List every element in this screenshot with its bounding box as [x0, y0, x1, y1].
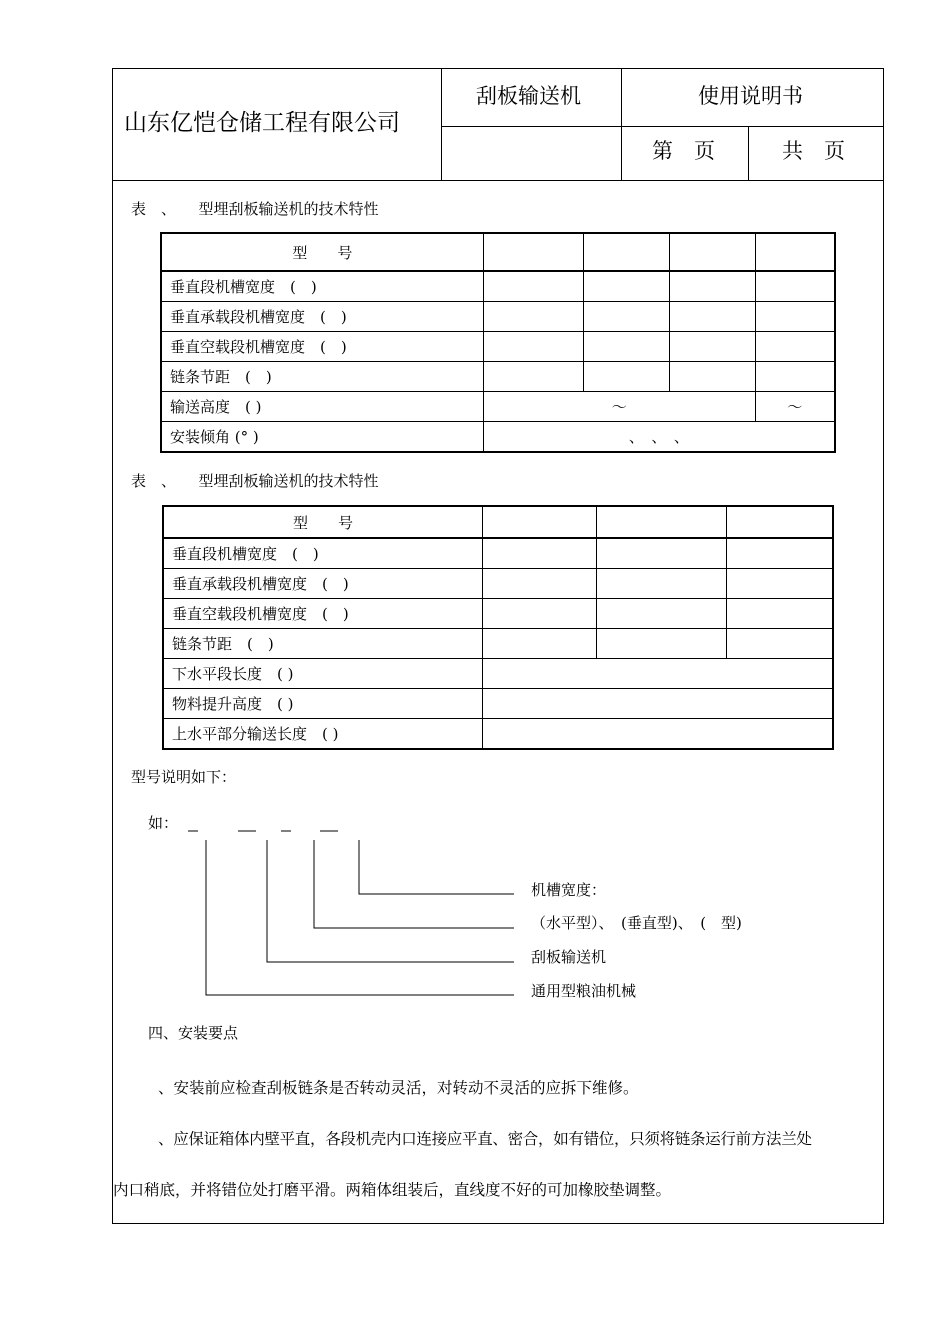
table-row [161, 301, 835, 331]
angle-values: 、 、 、 [483, 421, 835, 452]
total-pages-label: 共 页 [782, 139, 845, 163]
table2-header-cell [482, 506, 597, 538]
height-range-b: ～ [755, 391, 835, 421]
row-label: 物料提升高度 ( ) [163, 688, 482, 718]
header-divider-1 [441, 68, 442, 180]
install-para-2-line-2: 内口稍底，并将错位处打磨平滑。两箱体组装后，直线度不好的可加橡胶垫调整。 [113, 1181, 672, 1199]
table-row [161, 421, 835, 452]
leader-line-type [314, 840, 514, 928]
table-row [163, 628, 833, 658]
table1-header-cell [670, 233, 756, 271]
table2-caption: 表 、 型埋刮板输送机的技术特性 [131, 472, 379, 490]
table-row [161, 271, 835, 301]
row-label: 垂直段机槽宽度 ( ) [163, 538, 482, 568]
model-example-prefix: 如： [148, 814, 179, 832]
row-label: 上水平部分输送长度 ( ) [163, 718, 482, 749]
install-para-1: 、安装前应检查刮板链条是否转动灵活，对转动不灵活的应拆下维修。 [158, 1079, 639, 1097]
model-desc-title: 型号说明如下： [131, 768, 237, 786]
table-row [161, 331, 835, 361]
table-row [163, 598, 833, 628]
install-para-2-line-1: 、应保证箱体内壁平直，各段机壳内口连接应平直、密合，如有错位，只须将链条运行前方法兰处 [158, 1130, 812, 1148]
table-row [163, 568, 833, 598]
table1-header-cell [483, 233, 584, 271]
label-trough-width: 机槽宽度： [531, 881, 607, 899]
row-label: 垂直空载段机槽宽度 ( ) [161, 331, 483, 361]
install-heading: 四、安装要点 [148, 1024, 239, 1042]
table2-header-label: 型 号 [163, 506, 482, 538]
table-row [163, 658, 833, 688]
row-label: 垂直承载段机槽宽度 ( ) [163, 568, 482, 598]
page-number-label: 第 页 [652, 139, 715, 163]
label-type-options: （水平型）、 (垂直型)、 ( 型) [531, 914, 742, 932]
table2 [162, 505, 834, 750]
label-general-machinery: 通用型粮油机械 [531, 982, 637, 1000]
table1-caption: 表 、 型埋刮板输送机的技术特性 [131, 200, 379, 218]
table1-header-cell [584, 233, 670, 271]
row-label: 下水平段长度 ( ) [163, 658, 482, 688]
model-code-diagram [180, 820, 520, 1000]
row-label: 垂直段机槽宽度 ( ) [161, 271, 483, 301]
leader-line-width [359, 840, 514, 894]
product-name: 刮板输送机 [476, 84, 581, 108]
table-row [161, 361, 835, 391]
header-mid-line [441, 126, 884, 127]
doc-type: 使用说明书 [698, 84, 803, 108]
row-label: 输送高度 ( ) [161, 391, 483, 421]
company-name: 山东亿恺仓储工程有限公司 [124, 110, 400, 136]
table-row [163, 538, 833, 568]
table-row [163, 718, 833, 749]
table2-header-cell [726, 506, 833, 538]
label-scraper-conveyor: 刮板输送机 [531, 948, 607, 966]
row-label: 垂直承载段机槽宽度 ( ) [161, 301, 483, 331]
header-divider-2 [621, 68, 622, 180]
table1-header-label: 型 号 [161, 233, 483, 271]
table1 [160, 232, 836, 453]
header-bottom-line [112, 180, 884, 181]
row-label: 安装倾角 (° ) [161, 421, 483, 452]
table1-header-cell [755, 233, 835, 271]
leader-line-conveyor [267, 840, 514, 962]
leader-line-machinery [206, 840, 514, 995]
table2-header-cell [597, 506, 726, 538]
table-row [161, 391, 835, 421]
row-label: 链条节距 ( ) [161, 361, 483, 391]
row-label: 垂直空载段机槽宽度 ( ) [163, 598, 482, 628]
header-divider-3 [748, 126, 749, 180]
table-row [163, 688, 833, 718]
height-range-a: ～ [483, 391, 755, 421]
row-label: 链条节距 ( ) [163, 628, 482, 658]
